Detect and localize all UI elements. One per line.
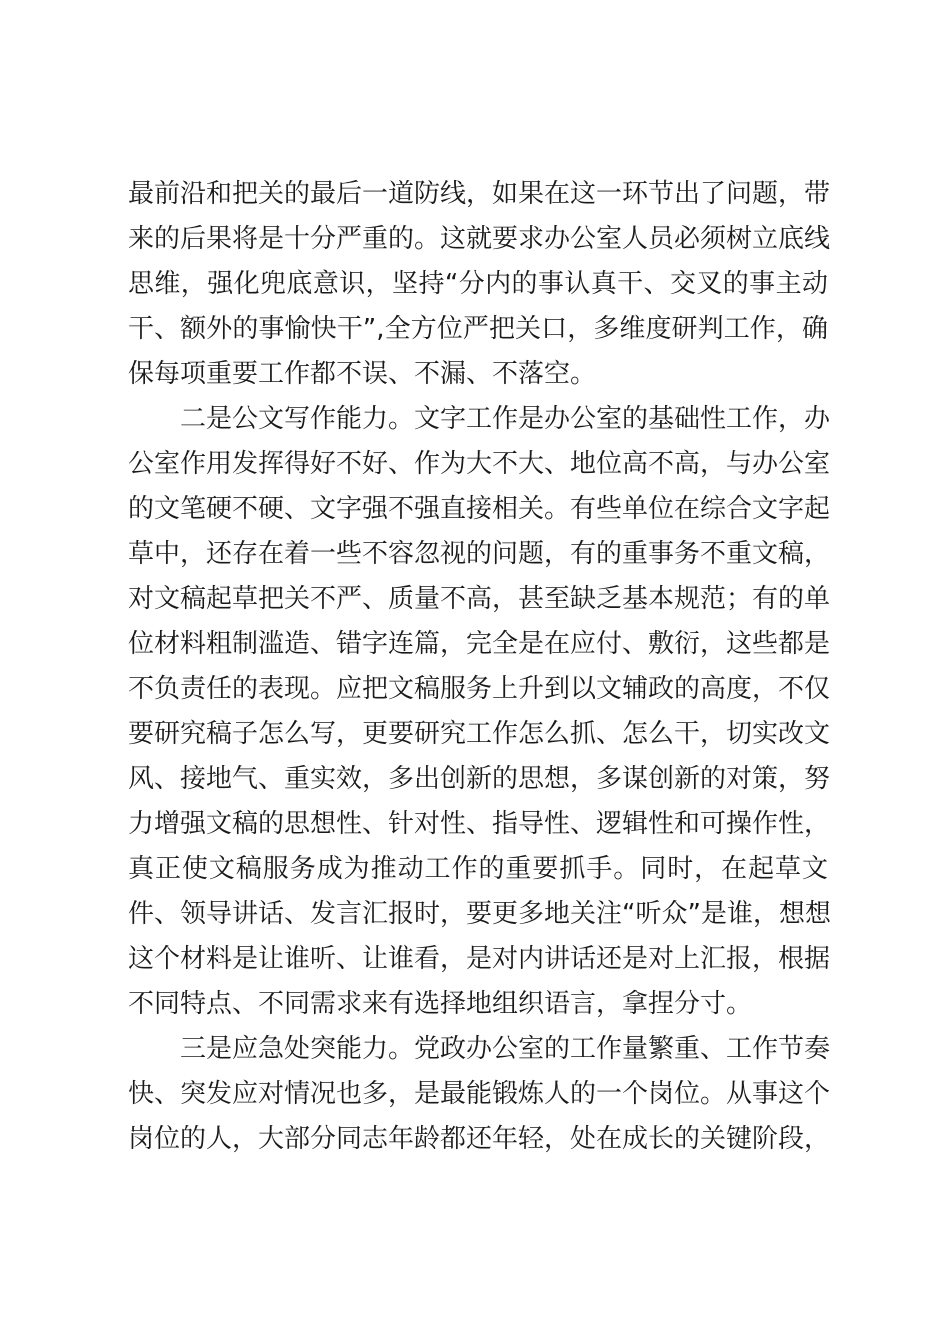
text-line: 最前沿和把关的最后一道防线，如果在这一环节出了问题，带: [128, 179, 831, 209]
text-line: 件、领导讲话、发言汇报时，要更多地关注“听众”是谁，想想: [128, 899, 831, 929]
text-line: 的文笔硬不硬、文字强不强直接相关。有些单位在综合文字起: [128, 494, 831, 524]
text-line: 力增强文稿的思想性、针对性、指导性、逻辑性和可操作性，: [128, 809, 831, 839]
text-line: 真正使文稿服务成为推动工作的重要抓手。同时，在起草文: [128, 854, 828, 884]
text-line: 二是公文写作能力。文字工作是办公室的基础性工作，办: [180, 404, 831, 434]
text-line: 不同特点、不同需求来有选择地组织语言，拿捏分寸。: [128, 989, 753, 1019]
text-line: 岗位的人，大部分同志年龄都还年轻，处在成长的关键阶段，: [128, 1124, 831, 1154]
text-line: 风、接地气、重实效，多出创新的思想，多谋创新的对策，努: [128, 764, 831, 794]
text-line: 保每项重要工作都不误、不漏、不落空。: [128, 359, 597, 389]
text-line: 要研究稿子怎么写，更要研究工作怎么抓、怎么干，切实改文: [128, 719, 831, 749]
text-line: 干、额外的事愉快干”,全方位严把关口，多维度研判工作，确: [128, 314, 828, 344]
text-line: 位材料粗制滥造、错字连篇，完全是在应付、敷衍，这些都是: [128, 629, 831, 659]
body-text: [128, 172, 831, 1162]
text-line: 三是应急处突能力。党政办公室的工作量繁重、工作节奏: [180, 1034, 831, 1064]
text-line: 不负责任的表现。应把文稿服务上升到以文辅政的高度，不仅: [128, 674, 831, 704]
text-line: 这个材料是让谁听、让谁看，是对内讲话还是对上汇报，根据: [128, 944, 831, 974]
text-line: 来的后果将是十分严重的。这就要求办公室人员必须树立底线: [128, 224, 831, 254]
text-line: 快、突发应对情况也多，是最能锻炼人的一个岗位。从事这个: [128, 1079, 831, 1109]
text-line: 公室作用发挥得好不好、作为大不大、地位高不高，与办公室: [128, 449, 831, 479]
text-line: 思维，强化兜底意识，坚持“分内的事认真干、交叉的事主动: [128, 269, 828, 299]
text-line: 草中，还存在着一些不容忽视的问题，有的重事务不重文稿，: [128, 539, 831, 569]
text-line: 对文稿起草把关不严、质量不高，甚至缺乏基本规范；有的单: [128, 584, 831, 614]
